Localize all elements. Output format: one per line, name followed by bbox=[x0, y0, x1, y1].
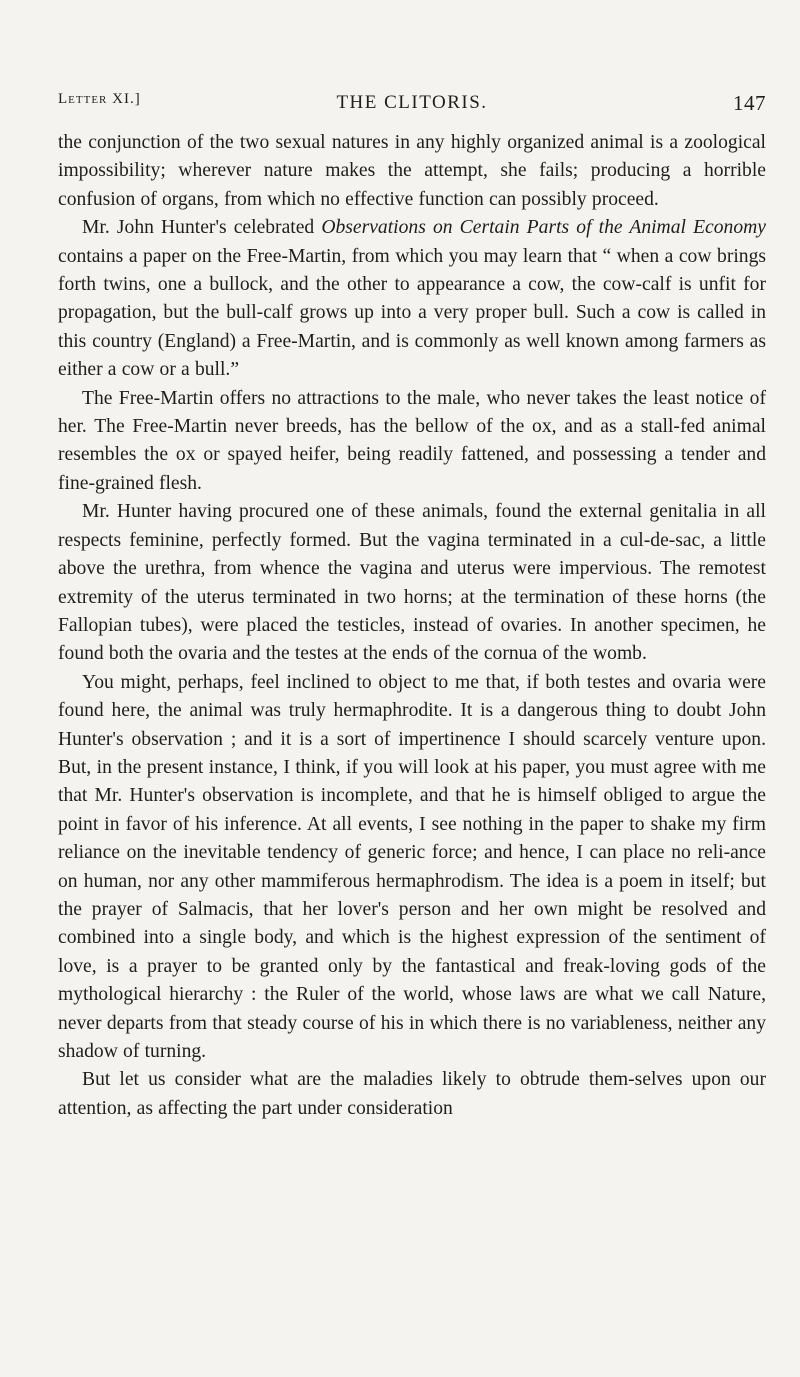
page-number: 147 bbox=[733, 91, 766, 115]
book-title-italic: Observations on Certain Parts of the Animal Economy bbox=[321, 217, 766, 239]
paragraph-2-end: contains a paper on the Free-Martin, from which you may learn that “ when a cow brings forth twins, one a bullock, and the other to appearance a cow, the cow-calf is unfit for propagation, but the bull-calf grows up into a very proper bull. Such a cow is called in this country (England) a Free-Martin, and is commonly as well known among farmers as either a cow or a bull.” bbox=[58, 245, 766, 381]
paragraph-2 bbox=[58, 214, 766, 384]
paragraph-2-start: Mr. John Hunter's celebrated bbox=[82, 217, 322, 239]
paragraph-3: The Free-Martin offers no attractions to the male, who never takes the least notice of her. The Free-Martin never breeds, has the bellow of the ox, and as a stall-fed animal resembles the ox or spayed heifer, being readily fattened, and possessing a tender and fine-grained flesh. bbox=[58, 387, 766, 494]
book-page bbox=[58, 88, 766, 1123]
paragraph-4: Mr. Hunter having procured one of these animals, found the external genitalia in all respects feminine, perfectly formed. But the vagina terminated in a cul-de-sac, a little above the urethra, from whence the vagina and uterus were impervious. The remotest extremity of the uterus terminated in two horns; at the termination of these horns (the Fallopian tubes), were placed the testicles, instead of ovaries. In another specimen, he found both the ovaria and the testes at the ends of the cornua of the womb. bbox=[58, 501, 766, 665]
paragraph-1: the conjunction of the two sexual natures in any highly organized animal is a zoological impossibility; wherever nature makes the attempt, she fails; producing a horrible confusion of organs, from which no effective function can possibly proceed. bbox=[58, 132, 766, 210]
paragraph-6: But let us consider what are the maladies likely to obtrude them-selves upon our attention, as affecting the part under consideration bbox=[58, 1069, 766, 1119]
chapter-title: THE CLITORIS. bbox=[336, 92, 488, 113]
letter-heading: Letter XI.] bbox=[58, 91, 141, 107]
paragraph-5: You might, perhaps, feel inclined to object to me that, if both testes and ovaria were found here, the animal was truly hermaphrodite. It is a dangerous thing to doubt John Hunter's observation ; and it is a sort of impertinence I should scarcely venture upon. But, in the present instance, I think, if you will look at his paper, you must agree with me that Mr. Hunter's observation is incomplete, and that he is himself obliged to argue the point in favor of his inference. At all events, I see nothing in the paper to shake my firm reliance on the inevitable tendency of generic force; and hence, I can place no reli-ance on human, nor any other mammiferous hermaphrodism. The idea is a poem in itself; but the prayer of Salmacis, that her lover's person and her own might be resolved and combined into a single body, and which is the highest expression of the sentiment of love, is a prayer to be granted only by the fantastical and freak-loving gods of the mythological hierarchy : the Ruler of the world, whose laws are what we call Nature, never departs from that steady course of his in which there is no variableness, neither any shadow of turning. bbox=[58, 671, 766, 1062]
running-header bbox=[58, 88, 766, 118]
body-text bbox=[58, 129, 766, 1123]
